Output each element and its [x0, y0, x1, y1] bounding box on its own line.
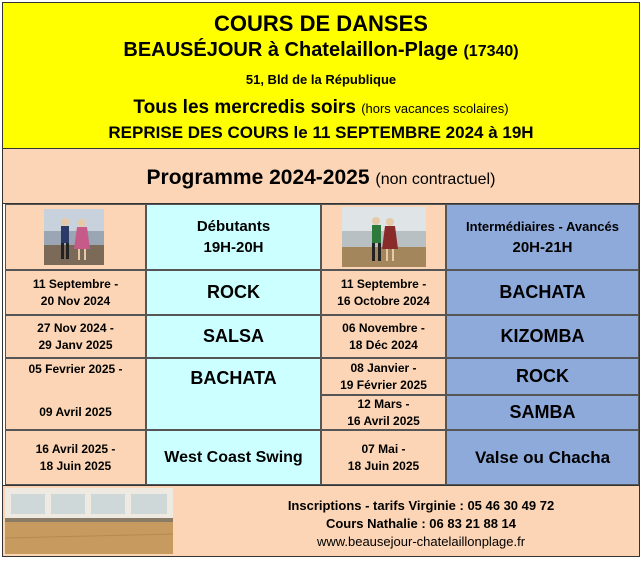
date-end: 19 Février 2025 [340, 377, 427, 392]
beginners-dance-3 [146, 358, 321, 430]
advanced-dance-4 [446, 395, 639, 430]
beginners-dance-1 [146, 270, 321, 315]
dance-name: SALSA [202, 326, 264, 346]
studio-photo [5, 488, 173, 554]
schedule-line [3, 97, 639, 119]
postal-code: (17340) [463, 43, 519, 60]
schedule-note: (hors vacances scolaires) [361, 101, 509, 116]
venue-line [3, 39, 639, 62]
dance-name: ROCK [207, 282, 260, 302]
beginners-header [146, 204, 321, 270]
course-contact-line: Cours Nathalie : 06 83 21 88 14 [325, 516, 517, 531]
reprise-line: REPRISE DES COURS le 11 SEPTEMBRE 2024 à 19H [108, 123, 534, 142]
advanced-header [446, 204, 639, 270]
advanced-dance-3 [446, 358, 639, 395]
header-banner [3, 3, 639, 149]
program-note: (non contractuel) [375, 171, 496, 188]
dance-name: Valse ou Chacha [474, 447, 611, 467]
advanced-dates-1 [321, 270, 446, 315]
schedule: Tous les mercredis soirs [133, 97, 356, 118]
dance-name: BACHATA [499, 282, 586, 302]
address: 51, Bld de la République [245, 72, 397, 87]
date-end: 18 Juin 2025 [347, 458, 420, 473]
flyer [2, 2, 640, 557]
advanced-dance-1 [446, 270, 639, 315]
date-end: 18 Juin 2025 [39, 458, 112, 473]
beginners-dance-4 [146, 430, 321, 485]
dance-name: ROCK [516, 366, 569, 386]
beginners-dates-2 [5, 315, 146, 358]
date-end: 18 Déc 2024 [349, 337, 418, 352]
date-start: 11 Septembre - [340, 276, 427, 291]
main-title: COURS DE DANSES [214, 11, 428, 36]
dancers-photo [44, 209, 104, 265]
advanced-dates-4 [321, 395, 446, 430]
date-start: 06 Novembre - [342, 320, 425, 335]
registration-line: Inscriptions - tarifs Virginie : 05 46 30 49 72 [287, 498, 555, 513]
dance-name: West Coast Swing [164, 448, 303, 466]
advanced-dates-3 [321, 358, 446, 395]
date-start: 08 Janvier - [350, 360, 417, 375]
dancers-photo [342, 207, 426, 267]
date-start: 16 Avril 2025 - [35, 441, 116, 456]
beginners-dates-1 [5, 270, 146, 315]
date-end: 09 Avril 2025 [39, 405, 112, 419]
date-start: 07 Mai - [361, 441, 406, 456]
date-start: 11 Septembre - [32, 276, 119, 291]
advanced-photo-cell [321, 204, 446, 270]
date-start: 05 Fevrier 2025 - [28, 362, 123, 376]
dance-name: KIZOMBA [500, 326, 585, 346]
date-end: 20 Nov 2024 [40, 293, 111, 308]
website-link[interactable]: www.beausejour-chatelaillonplage.fr [316, 534, 526, 549]
advanced-dance-5 [446, 430, 639, 485]
dance-name: SAMBA [509, 402, 576, 422]
date-start: 12 Mars - [357, 396, 410, 411]
date-end: 16 Avril 2025 [347, 413, 420, 428]
dance-name: BACHATA [190, 368, 277, 388]
beginners-photo-cell [5, 204, 146, 270]
beginners-level: Débutants [196, 218, 271, 235]
beginners-dates-3 [5, 358, 146, 430]
program-title-line [3, 166, 639, 190]
advanced-level: Intermédiaires - Avancés [466, 219, 619, 234]
advanced-dates-2 [321, 315, 446, 358]
beginners-time: 19H-20H [203, 239, 264, 256]
advanced-dates-5 [321, 430, 446, 485]
venue-name: BEAUSÉJOUR à Chatelaillon-Plage [123, 39, 458, 61]
footer [3, 485, 639, 556]
date-start: 27 Nov 2024 - [37, 320, 114, 335]
beginners-dates-4 [5, 430, 146, 485]
advanced-dance-2 [446, 315, 639, 358]
program-banner [3, 149, 639, 204]
beginners-dance-2 [146, 315, 321, 358]
date-end: 16 Octobre 2024 [337, 293, 430, 308]
date-end: 29 Janv 2025 [38, 337, 113, 352]
program-title: Programme 2024-2025 [146, 166, 370, 189]
advanced-time: 20H-21H [512, 239, 573, 256]
